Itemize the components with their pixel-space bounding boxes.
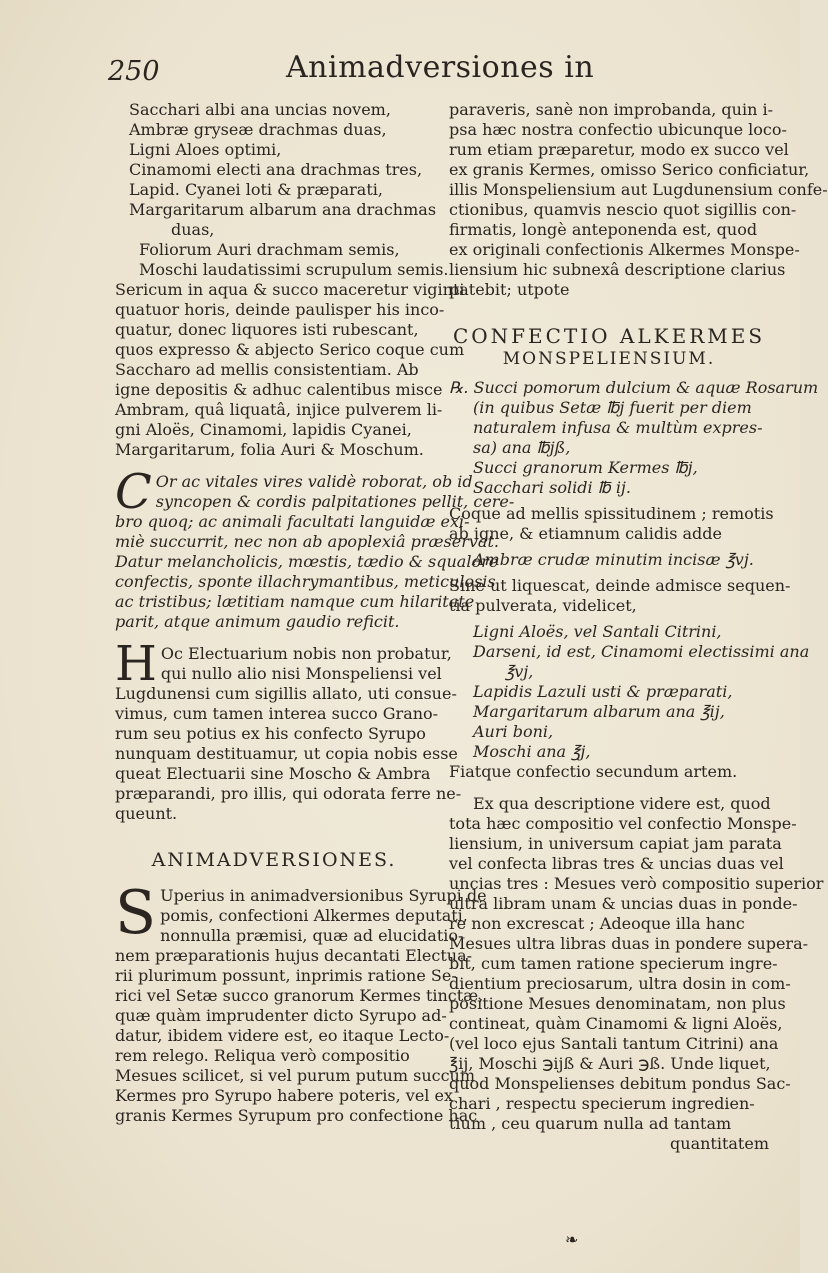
text-line: chari , respectu specierum ingredien- xyxy=(449,1094,755,1113)
recipe-list xyxy=(115,100,449,280)
text-line: Ambram, quâ liquatâ, injice pulverem li- xyxy=(115,400,443,419)
text-line: Or ac vitales vires validè roborat, ob id xyxy=(155,472,473,491)
hoc-paragraph xyxy=(115,636,462,824)
text-line: Oc Electuarium nobis non probatur, xyxy=(160,644,452,663)
text-line: Sine ut liquescat, deinde admisce sequen- xyxy=(449,576,791,595)
recipe-line: Margaritarum albarum ana drachmas xyxy=(129,200,437,219)
recipe-line: sa) ana ℔jß, xyxy=(473,438,571,457)
text-line: tia pulverata, videlicet, xyxy=(449,596,637,615)
text-line: quatuor horis, deinde paulisper his inco- xyxy=(115,300,445,319)
right-column xyxy=(449,100,828,1154)
recipe-line: ℞. Succi pomorum dulcium & aquæ Rosarum xyxy=(449,378,819,397)
text-line: Saccharo ad mellis consistentiam. Ab xyxy=(115,360,419,379)
drop-cap: S xyxy=(115,878,157,948)
recipe-line: Ambræ crudæ minutim incisæ ℥vj. xyxy=(473,550,754,569)
drop-cap: C xyxy=(115,464,152,520)
recipe-line: Lapidis Lazuli usti & præparati, xyxy=(473,682,733,701)
text-line: queat Electuarii sine Moscho & Ambra xyxy=(115,764,431,783)
text-line: qui nullo alio nisi Monspeliensi vel xyxy=(160,664,442,683)
text-line: igne depositis & adhuc calentibus misce xyxy=(115,380,443,399)
page-header xyxy=(108,50,668,90)
text-line: Margaritarum, folia Auri & Moschum. xyxy=(115,440,424,459)
text-line: ac tristibus; lætitiam namque cum hilaritate xyxy=(115,592,475,611)
text-line: nunquam destituamur, ut copia nobis esse xyxy=(115,744,458,763)
recipe-line: Ambræ gryseæ drachmas duas, xyxy=(129,120,387,139)
text-line: dientium preciosarum, ultra dosin in com- xyxy=(449,974,791,993)
running-title: Animadversiones in xyxy=(286,50,595,85)
text-line: rici vel Setæ succo granorum Kermes tinctæ, xyxy=(115,986,484,1005)
text-line: Uperius in animadversionibus Syrupi de xyxy=(160,886,487,905)
text-line: ctionibus, quamvis nescio quot sigillis con- xyxy=(449,200,797,219)
fleuron-mark: ❧ xyxy=(565,1230,579,1249)
text-line: vimus, cum tamen interea succo Grano- xyxy=(115,704,439,723)
text-line: illis Monspeliensium aut Lugdunensium confe- xyxy=(449,180,828,199)
text-line: vel confecta libras tres & uncias duas vel xyxy=(449,854,784,873)
text-line: paraveris, sanè non improbanda, quin i- xyxy=(449,100,773,119)
animadversiones-paragraph xyxy=(115,878,487,1126)
text-line: pomis, confectioni Alkermes deputati, xyxy=(160,906,468,925)
recipe-line: Margaritarum albarum ana ℥ij, xyxy=(473,702,725,721)
recipe-line: Sacchari albi ana uncias novem, xyxy=(129,100,391,119)
drop-cap: H xyxy=(115,636,157,692)
text-line: bit, cum tamen ratione specierum ingre- xyxy=(449,954,778,973)
text-line: Mesues scilicet, si vel purum putum succum xyxy=(115,1066,476,1085)
text-line: quos expresso & abjecto Serico coque cum xyxy=(115,340,465,359)
text-line: confectis, sponte illachrymantibus, meticulosis xyxy=(115,572,496,591)
text-line: quatur, donec liquores isti rubescant, xyxy=(115,320,419,339)
text-line: syncopen & cordis palpitationes pellit, cere- xyxy=(155,492,515,511)
text-line: ab igne, & etiamnum calidis adde xyxy=(449,524,722,543)
text-line: parit, atque animum gaudio reficit. xyxy=(115,612,400,631)
text-line: nonnulla præmisi, quæ ad elucidatio- xyxy=(160,926,464,945)
text-line: patebit; utpote xyxy=(449,280,570,299)
text-line: ex originali confectionis Alkermes Monspe- xyxy=(449,240,800,259)
recipe-line: Succi granorum Kermes ℔j, xyxy=(473,458,698,477)
text-line: liensium, in universum capiat jam parata xyxy=(449,834,782,853)
text-line: Lugdunensi cum sigillis allato, uti consue- xyxy=(115,684,457,703)
virtues-paragraph xyxy=(115,464,515,632)
text-line: firmatis, longè anteponenda est, quod xyxy=(449,220,758,239)
catchword: quantitatem xyxy=(670,1134,769,1153)
closing-paragraph xyxy=(449,794,824,1154)
recipe-line: Ligni Aloes optimi, xyxy=(129,140,282,159)
recipe-line: Moschi ana ℥j, xyxy=(473,742,591,761)
recipe-heading: CONFECTIO ALKERMES xyxy=(452,324,766,348)
text-line: (vel loco ejus Santali tantum Citrini) ana xyxy=(449,1034,779,1053)
text-line: Datur melancholicis, mœstis, tædio & squalore xyxy=(115,552,499,571)
text-line: nem præparationis hujus decantati Electua- xyxy=(115,946,473,965)
text-line: gni Aloës, Cinamomi, lapidis Cyanei, xyxy=(115,420,412,439)
text-line: positione Mesues denominatam, non plus xyxy=(449,994,786,1013)
recipe-list xyxy=(449,622,810,762)
recipe-line: Auri boni, xyxy=(473,722,554,741)
recipe-line: Cinamomi electi ana drachmas tres, xyxy=(129,160,423,179)
text-line: bro quoq; ac animali facultati languidæ exi- xyxy=(115,512,470,531)
text-line: psa hæc nostra confectio ubicunque loco- xyxy=(449,120,787,139)
recipe-list xyxy=(449,378,819,498)
text-line: Ex qua descriptione videre est, quod xyxy=(473,794,771,813)
recipe-line: naturalem infusa & multùm expres- xyxy=(473,418,763,437)
method-paragraph xyxy=(115,280,465,460)
text-line: Mesues ultra libras duas in pondere supera- xyxy=(449,934,809,953)
recipe-line: Darseni, id est, Cinamomi electissimi ana xyxy=(473,642,810,661)
text-line: ℥ij, Moschi ℈ijß & Auri ℈ß. Unde liquet, xyxy=(449,1054,771,1073)
text-line: tota hæc compositio vel confectio Monspe- xyxy=(449,814,797,833)
text-line: tium , ceu quarum nulla ad tantam xyxy=(449,1114,732,1133)
section-heading: ANIMADVERSIONES. xyxy=(151,849,397,871)
text-line: rii plurimum possunt, inprimis ratione Se- xyxy=(115,966,457,985)
text-line: quod Monspelienses debitum pondus Sac- xyxy=(449,1074,791,1093)
text-line: rum etiam præparetur, modo ex succo vel xyxy=(449,140,789,159)
text-line: præparandi, pro illis, qui odorata ferre ne- xyxy=(115,784,462,803)
recipe-line: Ligni Aloës, vel Santali Citrini, xyxy=(473,622,722,641)
recipe-line: ℥vj, xyxy=(505,662,534,681)
recipe-line: Foliorum Auri drachmam semis, xyxy=(139,240,400,259)
recipe-line: duas, xyxy=(171,220,215,239)
page-number: 250 xyxy=(108,56,160,87)
text-line: contineat, quàm Cinamomi & ligni Aloës, xyxy=(449,1014,783,1033)
text-line: Fiatque confectio secundum artem. xyxy=(449,762,738,781)
intro-paragraph xyxy=(449,100,828,300)
text-line: rum seu potius ex his confecto Syrupo xyxy=(115,724,426,743)
recipe-line: Sacchari solidi ℔ ij. xyxy=(473,478,631,497)
text-line: ultra libram unam & uncias duas in ponde- xyxy=(449,894,798,913)
text-line: re non excrescat ; Adeoque illa hanc xyxy=(449,914,745,933)
text-line: datur, ibidem videre est, eo itaque Lecto- xyxy=(115,1026,450,1045)
text-line: queunt. xyxy=(115,804,178,823)
recipe-line: Lapid. Cyanei loti & præparati, xyxy=(129,180,383,199)
recipe-subheading: MONSPELIENSIUM. xyxy=(502,349,716,369)
text-line: miè succurrit, nec non ab apoplexiâ præservat. xyxy=(115,532,499,551)
text-line: rem relego. Reliqua verò compositio xyxy=(115,1046,410,1065)
text-line: Sericum in aqua & succo maceretur viginti xyxy=(115,280,465,299)
text-line: uncias tres : Mesues verò compositio superior xyxy=(449,874,824,893)
text-line: Kermes pro Syrupo habere poteris, vel ex xyxy=(115,1086,453,1105)
text-line: liensium hic subnexâ descriptione clarius xyxy=(449,260,786,279)
recipe-line: (in quibus Setæ ℔j fuerit per diem xyxy=(473,398,752,417)
text-line: quæ quàm imprudenter dicto Syrupo ad- xyxy=(115,1006,447,1025)
text-line: ex granis Kermes, omisso Serico conficiatur, xyxy=(449,160,810,179)
text-line: Coque ad mellis spissitudinem ; remotis xyxy=(449,504,774,523)
recipe-line: Moschi laudatissimi scrupulum semis. xyxy=(139,260,449,279)
text-line: granis Kermes Syrupum pro confectione hac xyxy=(115,1106,478,1125)
